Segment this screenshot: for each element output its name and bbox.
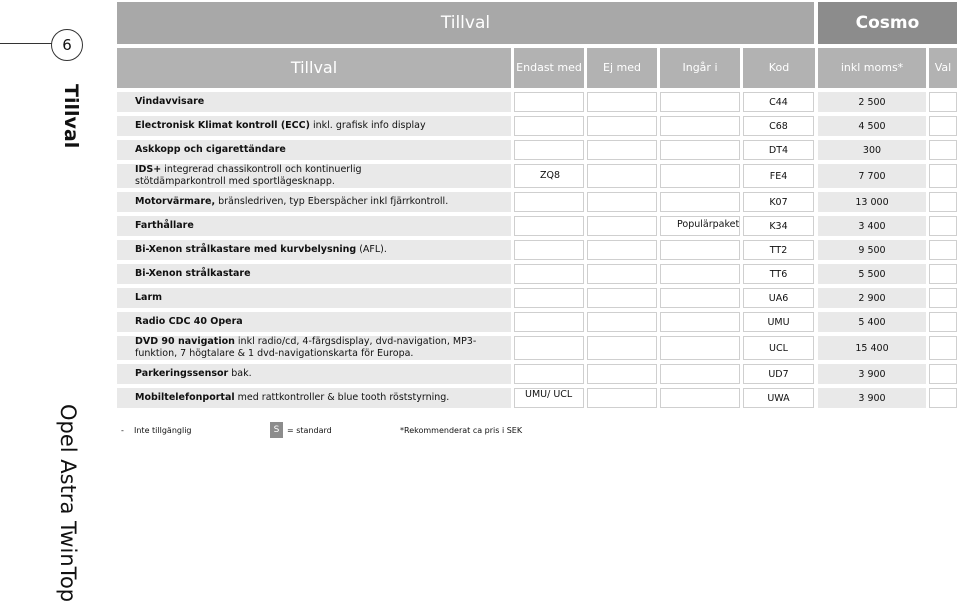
ej-med-cell bbox=[587, 312, 657, 332]
select-checkbox[interactable] bbox=[929, 216, 957, 236]
option-price: 9 500 bbox=[818, 240, 926, 260]
option-code: TT2 bbox=[743, 240, 814, 260]
option-price: 13 000 bbox=[818, 192, 926, 212]
ingar-i-cell bbox=[660, 388, 740, 408]
option-name: Larm bbox=[117, 288, 511, 308]
option-name: Radio CDC 40 Opera bbox=[117, 312, 511, 332]
select-checkbox[interactable] bbox=[929, 140, 957, 160]
option-price: 2 500 bbox=[818, 92, 926, 112]
ej-med-cell bbox=[587, 364, 657, 384]
table-row bbox=[117, 240, 957, 260]
option-price: 15 400 bbox=[818, 336, 926, 360]
option-name: Bi-Xenon strålkastare med kurvbelysning (AFL). bbox=[117, 240, 511, 260]
select-checkbox[interactable] bbox=[929, 388, 957, 408]
ingar-i-cell bbox=[660, 264, 740, 284]
endast-med-cell bbox=[514, 336, 584, 360]
select-checkbox[interactable] bbox=[929, 336, 957, 360]
popularpaket-note: Populärpaket bbox=[677, 219, 740, 230]
section-title: Tillval bbox=[60, 84, 82, 149]
option-name: Farthållare bbox=[117, 216, 511, 236]
option-code: C68 bbox=[743, 116, 814, 136]
table-row bbox=[117, 92, 957, 112]
option-price: 3 900 bbox=[818, 364, 926, 384]
ej-med-cell bbox=[587, 192, 657, 212]
option-price: 5 500 bbox=[818, 264, 926, 284]
table-row bbox=[117, 312, 957, 332]
option-code: K34 bbox=[743, 216, 814, 236]
model-title: Opel Astra TwinTop bbox=[56, 404, 80, 603]
option-price: 4 500 bbox=[818, 116, 926, 136]
header-cosmo: Cosmo bbox=[818, 2, 957, 44]
divider bbox=[0, 43, 52, 44]
ej-med-cell bbox=[587, 140, 657, 160]
ingar-i-cell bbox=[660, 140, 740, 160]
header-tillval: Tillval bbox=[117, 2, 814, 44]
col-header-endast-med: Endast med bbox=[514, 48, 584, 88]
option-name: Bi-Xenon strålkastare bbox=[117, 264, 511, 284]
option-price: 3 900 bbox=[818, 388, 926, 408]
endast-med-cell bbox=[514, 240, 584, 260]
table-row bbox=[117, 264, 957, 284]
endast-med-cell bbox=[514, 364, 584, 384]
ej-med-cell bbox=[587, 264, 657, 284]
col-header-ingar-i: Ingår i bbox=[660, 48, 740, 88]
ej-med-cell bbox=[587, 216, 657, 236]
option-code: C44 bbox=[743, 92, 814, 112]
endast-med-cell bbox=[514, 288, 584, 308]
table-row bbox=[117, 116, 957, 136]
legend-price-note: *Rekommenderat ca pris i SEK bbox=[400, 426, 523, 435]
endast-med-cell bbox=[514, 216, 584, 236]
ingar-i-cell bbox=[660, 312, 740, 332]
umu-ucl-note: UMU/ UCL bbox=[525, 389, 573, 400]
col-header-kod: Kod bbox=[743, 48, 815, 88]
ej-med-cell bbox=[587, 92, 657, 112]
ingar-i-cell bbox=[660, 164, 740, 188]
endast-med-cell bbox=[514, 264, 584, 284]
option-code: DT4 bbox=[743, 140, 814, 160]
endast-med-cell bbox=[514, 312, 584, 332]
page-number: 6 bbox=[51, 29, 83, 61]
option-name: DVD 90 navigation inkl radio/cd, 4-färgsdisplay, dvd-navigation, MP3-funktion, 7 högtalare & 1 dvd-navigationskarta för Europa. bbox=[117, 336, 511, 360]
ingar-i-cell bbox=[660, 288, 740, 308]
option-price: 7 700 bbox=[818, 164, 926, 188]
ej-med-cell bbox=[587, 336, 657, 360]
option-price: 3 400 bbox=[818, 216, 926, 236]
endast-med-cell bbox=[514, 140, 584, 160]
option-price: 2 900 bbox=[818, 288, 926, 308]
option-name: IDS+ integrerad chassikontroll och kontinuerlig stötdämparkontroll med sportlägesknapp. bbox=[117, 164, 511, 188]
table-row bbox=[117, 336, 957, 360]
select-checkbox[interactable] bbox=[929, 240, 957, 260]
column-headers bbox=[117, 48, 957, 88]
option-code: K07 bbox=[743, 192, 814, 212]
option-name: Motorvärmare, bränsledriven, typ Eberspächer inkl fjärrkontroll. bbox=[117, 192, 511, 212]
col-header-val: Val bbox=[929, 48, 957, 88]
legend-not-available: Inte tillgänglig bbox=[134, 426, 192, 435]
ingar-i-cell bbox=[660, 240, 740, 260]
select-checkbox[interactable] bbox=[929, 192, 957, 212]
ej-med-cell bbox=[587, 288, 657, 308]
select-checkbox[interactable] bbox=[929, 264, 957, 284]
option-name: Electronisk Klimat kontroll (ECC) inkl. grafisk info display bbox=[117, 116, 511, 136]
option-code: UA6 bbox=[743, 288, 814, 308]
endast-med-cell bbox=[514, 116, 584, 136]
ingar-i-cell bbox=[660, 116, 740, 136]
legend-standard: = standard bbox=[287, 426, 332, 435]
select-checkbox[interactable] bbox=[929, 164, 957, 188]
select-checkbox[interactable] bbox=[929, 92, 957, 112]
col-header-pris: inkl moms* bbox=[818, 48, 926, 88]
option-name: Mobiltelefonportal med rattkontroller & blue tooth röststyrning. bbox=[117, 388, 511, 408]
option-code: UD7 bbox=[743, 364, 814, 384]
table-row bbox=[117, 216, 957, 236]
option-code: FE4 bbox=[743, 164, 814, 188]
col-header-tillval: Tillval bbox=[117, 48, 511, 88]
legend-dash: - bbox=[121, 426, 124, 435]
col-header-ej-med: Ej med bbox=[587, 48, 657, 88]
table-row bbox=[117, 364, 957, 384]
table-row bbox=[117, 288, 957, 308]
ej-med-cell bbox=[587, 240, 657, 260]
option-name: Vindavvisare bbox=[117, 92, 511, 112]
option-name: Askkopp och cigarettändare bbox=[117, 140, 511, 160]
select-checkbox[interactable] bbox=[929, 364, 957, 384]
ingar-i-cell bbox=[660, 192, 740, 212]
endast-med-cell bbox=[514, 92, 584, 112]
endast-med-cell bbox=[514, 192, 584, 212]
option-code: UMU bbox=[743, 312, 814, 332]
option-name: Parkeringssensor bak. bbox=[117, 364, 511, 384]
side-panel bbox=[0, 0, 110, 616]
option-price: 5 400 bbox=[818, 312, 926, 332]
select-checkbox[interactable] bbox=[929, 312, 957, 332]
select-checkbox[interactable] bbox=[929, 288, 957, 308]
legend-standard-marker: S bbox=[270, 422, 283, 438]
ej-med-cell bbox=[587, 388, 657, 408]
option-price: 300 bbox=[818, 140, 926, 160]
table-row bbox=[117, 140, 957, 160]
ingar-i-cell bbox=[660, 92, 740, 112]
option-code: UWA bbox=[743, 388, 814, 408]
option-code: UCL bbox=[743, 336, 814, 360]
ej-med-cell bbox=[587, 164, 657, 188]
select-checkbox[interactable] bbox=[929, 116, 957, 136]
ingar-i-cell bbox=[660, 364, 740, 384]
table-row bbox=[117, 164, 957, 188]
zq8-note: ZQ8 bbox=[540, 170, 561, 181]
ingar-i-cell bbox=[660, 336, 740, 360]
table-row bbox=[117, 192, 957, 212]
option-code: TT6 bbox=[743, 264, 814, 284]
ej-med-cell bbox=[587, 116, 657, 136]
